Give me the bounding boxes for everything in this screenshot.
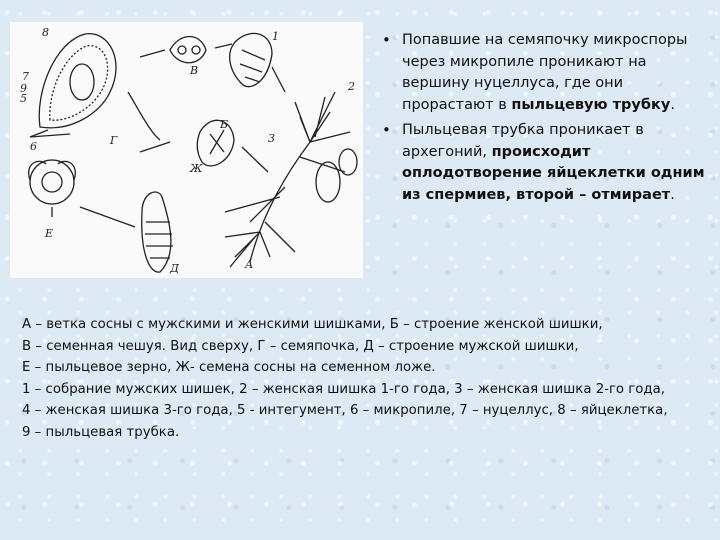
figure-caption bbox=[22, 314, 712, 444]
label-3: 3 bbox=[268, 132, 275, 145]
caption-line: Е – пыльцевое зерно, Ж- семена сосны на семенном ложе. bbox=[22, 360, 436, 376]
pine-life-cycle-figure bbox=[10, 22, 363, 278]
label-8: 8 bbox=[42, 26, 49, 39]
pine-life-cycle-drawing bbox=[10, 22, 363, 278]
male-cone-shape bbox=[142, 192, 171, 272]
caption-line: 1 – собрание мужских шишек, 2 – женская шишка 1-го года, 3 – женская шишка 2-го года, bbox=[22, 381, 665, 397]
pine-branch-shape bbox=[225, 112, 345, 262]
bullet-2-text: Пыльцевая трубка проникает в архегоний, bbox=[402, 122, 644, 160]
label-9: 9 bbox=[20, 82, 27, 95]
bullet-1-text: Попавшие на семяпочку микроспоры через микропиле проникают на вершину нуцеллуса, где они прорастают в bbox=[402, 32, 688, 113]
label-5: 5 bbox=[20, 92, 27, 105]
bullet-1-bold: пыльцевую трубку bbox=[511, 96, 671, 113]
label-v: В bbox=[190, 64, 199, 77]
pollen-grain-shape bbox=[30, 160, 74, 204]
caption-line: В – семенная чешуя. Вид сверху, Г – семяпочка, Д – строение мужской шишки, bbox=[22, 338, 579, 354]
label-e: Е bbox=[45, 227, 54, 240]
label-2: 2 bbox=[348, 80, 355, 93]
bullet-2-bold: происходит оплодотворение яйцеклетки одним из спермиев, второй – отмирает bbox=[402, 143, 705, 203]
caption-line: 4 – женская шишка 3-го года, 5 - интегумент, 6 – микропиле, 7 – нуцеллус, 8 – яйцеклетка, bbox=[22, 403, 668, 419]
bullet-1-end: . bbox=[670, 96, 675, 113]
label-d: Д bbox=[170, 262, 179, 275]
label-1: 1 bbox=[272, 30, 279, 43]
caption-line: 9 – пыльцевая трубка. bbox=[22, 424, 180, 440]
label-zh: Ж bbox=[190, 162, 203, 175]
bullet-fertilization bbox=[380, 120, 705, 206]
label-a: А bbox=[245, 258, 254, 271]
ovule-shape bbox=[39, 34, 116, 128]
bullet-pollen-tube bbox=[380, 30, 705, 116]
label-7: 7 bbox=[22, 70, 29, 83]
bullet-list bbox=[380, 30, 705, 210]
label-6: 6 bbox=[30, 140, 37, 153]
label-b: Б bbox=[220, 118, 229, 131]
label-g: Г bbox=[110, 134, 118, 147]
bullet-2-end: . bbox=[670, 186, 675, 203]
caption-line: А – ветка сосны с мужскими и женскими шишками, Б – строение женской шишки, bbox=[22, 317, 603, 332]
